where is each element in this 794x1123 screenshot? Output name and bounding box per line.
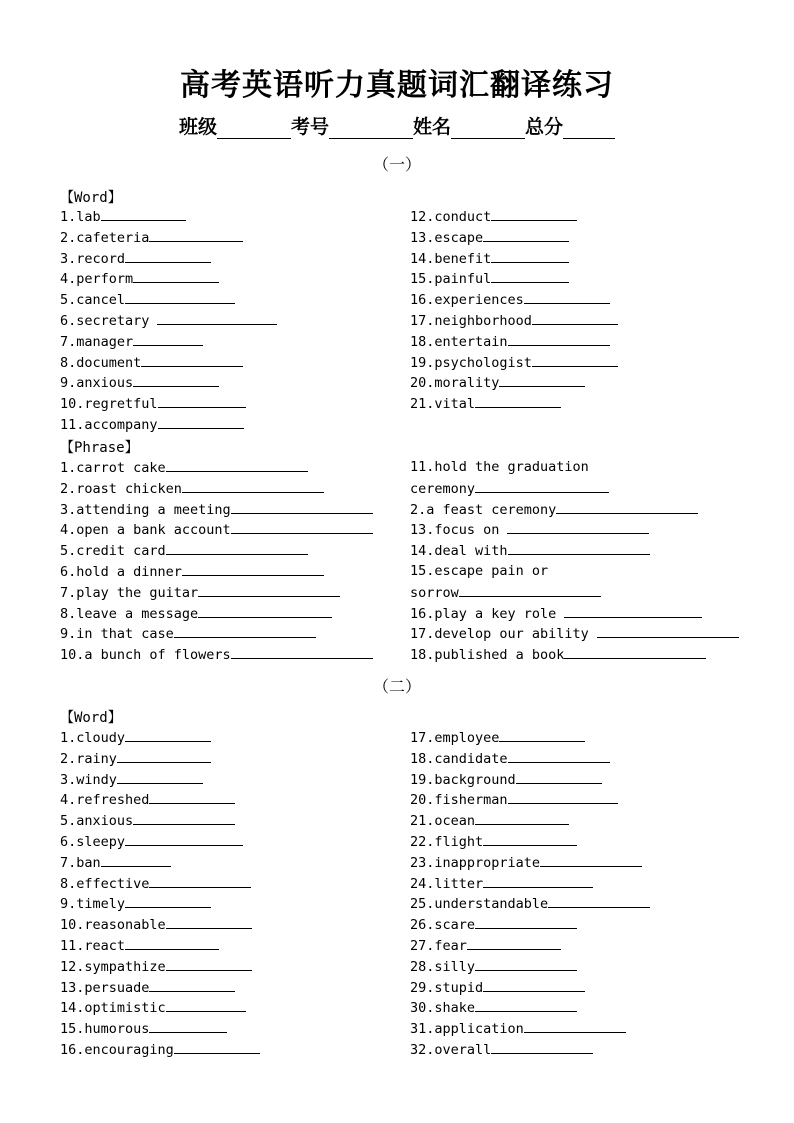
list-item: 4.perform — [60, 268, 277, 289]
list-item: 2.cafeteria — [60, 227, 277, 248]
answer-blank[interactable] — [158, 393, 246, 408]
class-blank[interactable] — [217, 120, 291, 139]
answer-blank[interactable] — [125, 893, 211, 908]
answer-blank[interactable] — [532, 310, 618, 325]
section-1-word-label: 【Word】 — [60, 190, 122, 206]
list-item: 11.react — [60, 935, 260, 956]
list-item: 20.morality — [410, 372, 618, 393]
answer-blank[interactable] — [499, 727, 585, 742]
answer-blank[interactable] — [508, 789, 618, 804]
list-item: 8.document — [60, 352, 277, 373]
answer-blank[interactable] — [516, 769, 602, 784]
list-item: ceremony — [410, 478, 739, 499]
list-item: 8.leave a message — [60, 603, 373, 624]
student-info-line — [0, 112, 794, 139]
list-item: 2.rainy — [60, 748, 260, 769]
list-item: 1.cloudy — [60, 727, 260, 748]
answer-blank[interactable] — [508, 748, 610, 763]
answer-blank[interactable] — [158, 414, 244, 429]
answer-blank[interactable] — [507, 519, 649, 534]
list-item: 5.credit card — [60, 540, 373, 561]
section-1-phrases-left — [60, 457, 373, 665]
answer-blank[interactable] — [125, 727, 211, 742]
answer-blank[interactable] — [174, 623, 316, 638]
list-item: 15.escape pain or — [410, 562, 549, 579]
answer-blank[interactable] — [491, 268, 569, 283]
list-item: 7.manager — [60, 331, 277, 352]
answer-blank[interactable] — [491, 206, 577, 221]
answer-blank[interactable] — [166, 997, 246, 1012]
answer-blank[interactable] — [182, 478, 324, 493]
list-item: 1.carrot cake — [60, 457, 373, 478]
answer-blank[interactable] — [133, 810, 235, 825]
answer-blank[interactable] — [508, 331, 610, 346]
list-item: 14.benefit — [410, 248, 618, 269]
answer-blank[interactable] — [483, 227, 569, 242]
answer-blank[interactable] — [548, 893, 650, 908]
list-item: 8.effective — [60, 873, 260, 894]
answer-blank[interactable] — [166, 914, 252, 929]
answer-blank[interactable] — [499, 372, 585, 387]
page-title: 高考英语听力真题词汇翻译练习 — [180, 68, 614, 103]
list-item: 32.overall — [410, 1039, 650, 1060]
list-item: 23.inappropriate — [410, 852, 650, 873]
list-item: 29.stupid — [410, 977, 650, 998]
answer-blank[interactable] — [117, 769, 203, 784]
answer-blank[interactable] — [491, 248, 569, 263]
list-item: 21.ocean — [410, 810, 650, 831]
list-item: 15.painful — [410, 268, 618, 289]
list-item: 18.candidate — [410, 748, 650, 769]
answer-blank[interactable] — [475, 956, 577, 971]
answer-blank[interactable] — [231, 499, 373, 514]
name-label: 姓名 — [413, 116, 452, 138]
list-item: 19.psychologist — [410, 352, 618, 373]
answer-blank[interactable] — [564, 644, 706, 659]
list-item: 6.secretary — [60, 310, 277, 331]
list-item: 19.background — [410, 769, 650, 790]
answer-blank[interactable] — [508, 540, 650, 555]
list-item: 30.shake — [410, 997, 650, 1018]
answer-blank[interactable] — [198, 582, 340, 597]
list-item: 13.persuade — [60, 977, 260, 998]
list-item: 25.understandable — [410, 893, 650, 914]
section-1-phrases-right — [410, 457, 739, 665]
answer-blank[interactable] — [166, 457, 308, 472]
list-item: 18.entertain — [410, 331, 618, 352]
section-2-word-label: 【Word】 — [60, 710, 122, 726]
answer-blank[interactable] — [133, 331, 203, 346]
answer-blank[interactable] — [149, 1018, 227, 1033]
list-item: 2.a feast ceremony — [410, 499, 739, 520]
list-item: sorrow — [410, 582, 739, 603]
answer-blank[interactable] — [101, 206, 186, 221]
answer-blank[interactable] — [133, 372, 219, 387]
list-item: 5.cancel — [60, 289, 277, 310]
answer-blank[interactable] — [483, 873, 593, 888]
list-item: 4.refreshed — [60, 789, 260, 810]
list-item: 11.hold the graduation — [410, 459, 589, 475]
list-item: 22.flight — [410, 831, 650, 852]
answer-blank[interactable] — [141, 352, 243, 367]
answer-blank[interactable] — [459, 582, 601, 597]
list-item: 17.employee — [410, 727, 650, 748]
section-1-heading: （一） — [372, 155, 421, 174]
answer-blank[interactable] — [149, 789, 235, 804]
list-item: 5.anxious — [60, 810, 260, 831]
answer-blank[interactable] — [475, 478, 609, 493]
section-2-words-left — [60, 727, 260, 1060]
list-item: 7.play the guitar — [60, 582, 373, 603]
answer-blank[interactable] — [198, 603, 332, 618]
list-item: 12.sympathize — [60, 956, 260, 977]
answer-blank[interactable] — [101, 852, 171, 867]
list-item: 9.in that case — [60, 623, 373, 644]
answer-blank[interactable] — [231, 519, 373, 534]
list-item: 16.encouraging — [60, 1039, 260, 1060]
answer-blank[interactable] — [475, 914, 577, 929]
answer-blank[interactable] — [125, 831, 243, 846]
list-item: 9.timely — [60, 893, 260, 914]
list-item: 11.accompany — [60, 414, 277, 435]
answer-blank[interactable] — [117, 748, 211, 763]
name-blank[interactable] — [451, 120, 525, 139]
list-item: 6.hold a dinner — [60, 561, 373, 582]
list-item: 10.reasonable — [60, 914, 260, 935]
list-item: 10.a bunch of flowers — [60, 644, 373, 665]
list-item: 16.play a key role — [410, 603, 739, 624]
answer-blank[interactable] — [174, 1039, 260, 1054]
answer-blank[interactable] — [475, 997, 577, 1012]
list-item: 17.neighborhood — [410, 310, 618, 331]
list-item: 10.regretful — [60, 393, 277, 414]
answer-blank[interactable] — [125, 289, 235, 304]
answer-blank[interactable] — [125, 248, 211, 263]
answer-blank[interactable] — [231, 644, 373, 659]
answer-blank[interactable] — [182, 561, 324, 576]
list-item: 9.anxious — [60, 372, 277, 393]
score-blank[interactable] — [563, 120, 615, 139]
answer-blank[interactable] — [133, 268, 219, 283]
exam-number-blank[interactable] — [329, 120, 413, 139]
answer-blank[interactable] — [491, 1039, 593, 1054]
list-item: 20.fisherman — [410, 789, 650, 810]
answer-blank[interactable] — [149, 977, 235, 992]
answer-blank[interactable] — [166, 956, 252, 971]
answer-blank[interactable] — [475, 810, 569, 825]
list-item: 13.focus on — [410, 519, 739, 540]
list-item: 4.open a bank account — [60, 519, 373, 540]
list-item: 3.windy — [60, 769, 260, 790]
section-1-words-left — [60, 206, 277, 435]
list-item: 6.sleepy — [60, 831, 260, 852]
answer-blank[interactable] — [475, 393, 561, 408]
list-item: 3.record — [60, 248, 277, 269]
exam-number-label: 考号 — [290, 116, 329, 138]
class-label: 班级 — [178, 116, 217, 138]
section-1-words-right — [410, 206, 618, 414]
section-2-words-right — [410, 727, 650, 1060]
answer-blank[interactable] — [524, 1018, 626, 1033]
list-item: 14.optimistic — [60, 997, 260, 1018]
answer-blank[interactable] — [149, 227, 243, 242]
list-item: 2.roast chicken — [60, 478, 373, 499]
answer-blank[interactable] — [556, 499, 698, 514]
list-item: 1.lab — [60, 206, 277, 227]
list-item: 3.attending a meeting — [60, 499, 373, 520]
list-item: 15.humorous — [60, 1018, 260, 1039]
answer-blank[interactable] — [157, 310, 277, 325]
list-item: 13.escape — [410, 227, 618, 248]
answer-blank[interactable] — [483, 977, 585, 992]
list-item: 31.application — [410, 1018, 650, 1039]
answer-blank[interactable] — [564, 603, 702, 618]
answer-blank[interactable] — [532, 352, 618, 367]
answer-blank[interactable] — [125, 935, 219, 950]
section-1-phrase-label: 【Phrase】 — [60, 440, 139, 456]
answer-blank[interactable] — [166, 540, 308, 555]
answer-blank[interactable] — [149, 873, 251, 888]
list-item: 16.experiences — [410, 289, 618, 310]
list-item: 7.ban — [60, 852, 260, 873]
list-item: 26.scare — [410, 914, 650, 935]
list-item: 12.conduct — [410, 206, 618, 227]
list-item: 27.fear — [410, 935, 650, 956]
list-item: 18.published a book — [410, 644, 739, 665]
section-2-heading: （二） — [372, 677, 421, 696]
list-item: 24.litter — [410, 873, 650, 894]
answer-blank[interactable] — [540, 852, 642, 867]
answer-blank[interactable] — [524, 289, 610, 304]
score-label: 总分 — [525, 116, 564, 138]
answer-blank[interactable] — [467, 935, 561, 950]
list-item: 14.deal with — [410, 540, 739, 561]
answer-blank[interactable] — [483, 831, 577, 846]
answer-blank[interactable] — [597, 623, 739, 638]
list-item: 28.silly — [410, 956, 650, 977]
list-item: 21.vital — [410, 393, 618, 414]
list-item: 17.develop our ability — [410, 623, 739, 644]
